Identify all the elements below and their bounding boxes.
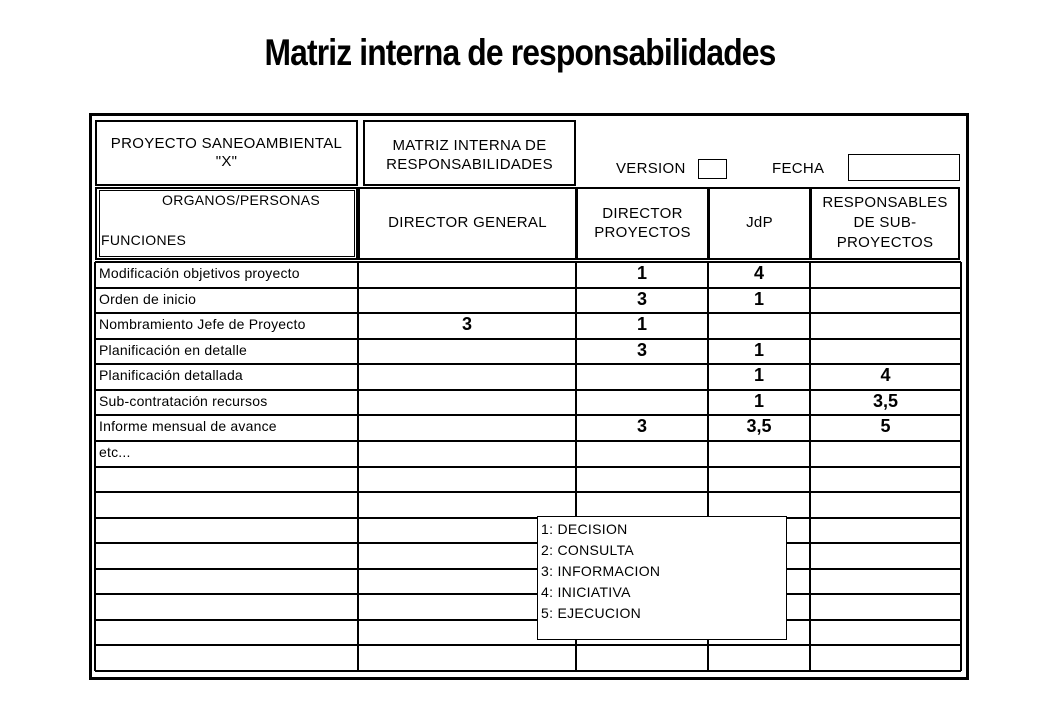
grid-row-line <box>95 568 961 570</box>
column-header-label: PROYECTOS <box>594 224 691 241</box>
column-header-label: JdP <box>746 214 773 231</box>
page-title: Matriz interna de responsabilidades <box>264 32 776 73</box>
legend-item: 1: DECISION <box>541 521 628 537</box>
grid-row-line <box>95 338 961 340</box>
legend-item: 2: CONSULTA <box>541 542 635 558</box>
funciones-label: FUNCIONES <box>101 232 187 248</box>
grid-row-line <box>95 440 961 442</box>
responsibility-value: 3 <box>636 416 647 436</box>
grid-row-line <box>95 287 961 289</box>
responsibility-value: 3,5 <box>746 416 772 436</box>
project-name-line2: "X" <box>215 153 238 170</box>
grid-row-line <box>95 670 961 672</box>
column-header-label: PROYECTOS <box>836 234 934 251</box>
version-field[interactable] <box>698 159 727 179</box>
legend-item: 4: INICIATIVA <box>541 584 631 600</box>
grid-column-line <box>94 262 96 671</box>
matrix-title-line1: MATRIZ INTERNA DE <box>392 137 547 154</box>
fecha-label: FECHA <box>772 160 825 177</box>
matrix-title-line2: RESPONSABILIDADES <box>386 156 553 173</box>
column-header-label: DIRECTOR GENERAL <box>388 214 547 231</box>
row-function-label: Planificación detallada <box>99 367 243 383</box>
grid-row-line <box>95 542 961 544</box>
row-function-label: Informe mensual de avance <box>99 418 277 434</box>
row-function-label: Nombramiento Jefe de Proyecto <box>99 316 306 332</box>
responsibility-value: 5 <box>880 416 891 436</box>
grid-row-line <box>95 619 961 621</box>
responsibility-value: 3,5 <box>872 391 899 411</box>
version-label: VERSION <box>616 160 686 177</box>
project-name-line1: PROYECTO SANEOAMBIENTAL <box>110 135 343 152</box>
legend-item: 5: EJECUCION <box>541 605 642 621</box>
grid-row-line <box>95 491 961 493</box>
grid-row-line <box>95 644 961 646</box>
column-header-label: DE SUB- <box>853 214 917 231</box>
responsibility-value: 1 <box>753 391 764 411</box>
row-function-label: etc... <box>99 444 131 460</box>
responsibility-value: 3 <box>636 340 647 360</box>
grid-row-line <box>95 466 961 468</box>
responsibility-value: 3 <box>461 314 472 334</box>
responsibility-value: 4 <box>880 365 891 385</box>
grid-row-line <box>95 261 961 263</box>
legend-item: 3: INFORMACION <box>541 563 661 579</box>
grid-column-line <box>960 262 962 671</box>
responsibility-value: 1 <box>636 314 647 334</box>
responsibility-value: 1 <box>753 340 764 360</box>
column-header-label: RESPONSABLES <box>822 194 948 211</box>
column-header-label: DIRECTOR <box>602 205 683 222</box>
row-function-label: Orden de inicio <box>99 291 197 307</box>
grid-row-line <box>95 517 961 519</box>
row-function-label: Sub-contratación recursos <box>99 393 268 409</box>
row-function-label: Modificación objetivos proyecto <box>99 265 300 281</box>
legend-box <box>537 516 787 640</box>
grid-column-line <box>809 262 811 671</box>
row-function-label: Planificación en detalle <box>99 342 248 358</box>
responsibility-value: 3 <box>636 289 647 309</box>
responsibility-value: 4 <box>753 263 764 283</box>
responsibility-value: 1 <box>636 263 647 283</box>
responsibility-value: 1 <box>753 289 764 309</box>
responsibility-value: 1 <box>753 365 764 385</box>
fecha-field[interactable] <box>848 154 960 181</box>
grid-row-line <box>95 593 961 595</box>
organos-label: ORGANOS/PERSONAS <box>162 192 321 208</box>
